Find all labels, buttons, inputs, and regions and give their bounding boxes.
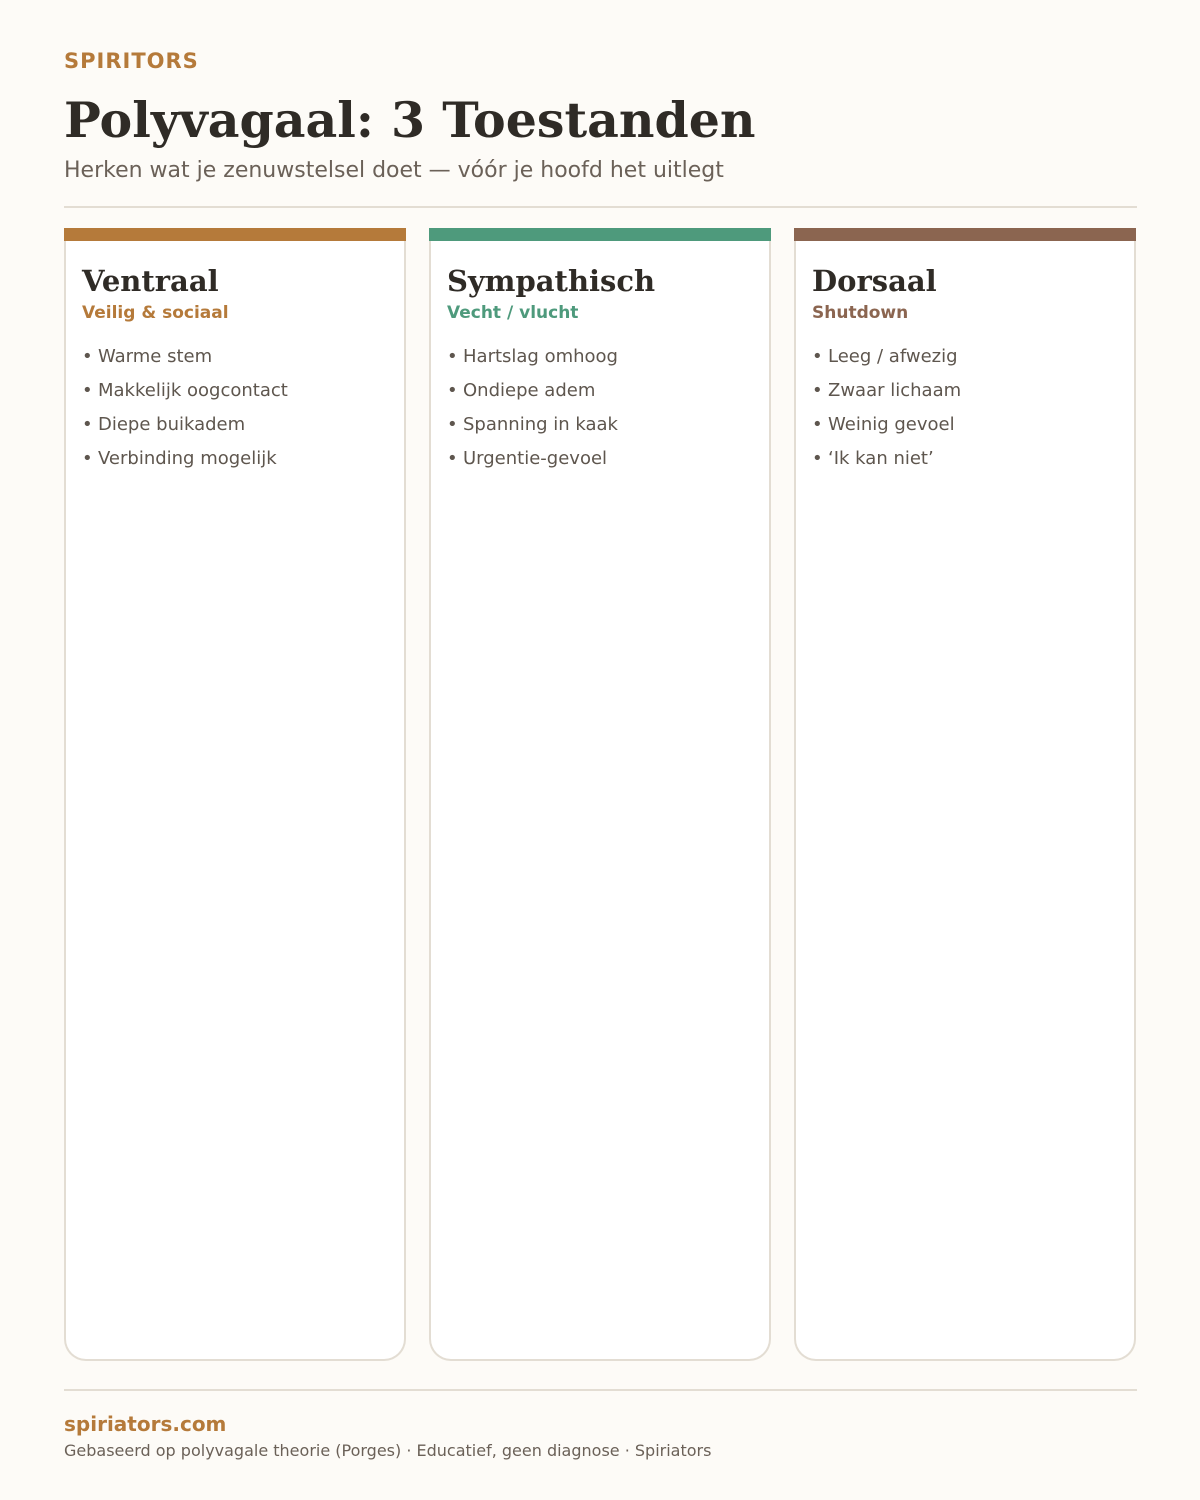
header-divider [64,206,1137,208]
footer-divider [64,1389,1137,1391]
list-item-text: Warme stem [98,346,213,367]
list-item-text: Urgentie-gevoel [463,448,608,469]
state-card-ventraal [64,228,406,1361]
list-item: • Urgentie-gevoel [447,448,608,469]
list-item: • ‘Ik kan niet’ [812,448,934,469]
list-item: • Spanning in kaak [447,414,618,435]
list-item: • Verbinding mogelijk [82,448,277,469]
card-accent-bar [429,228,771,241]
card-symptom-list [447,340,618,476]
list-item-text: Hartslag omhoog [463,346,618,367]
card-title: Sympathisch [447,264,656,298]
card-subtitle: Vecht / vlucht [447,303,579,323]
card-title: Dorsaal [812,264,937,298]
list-item: • Makkelijk oogcontact [82,380,288,401]
list-item: • Warme stem [82,346,213,367]
list-item-text: Zwaar lichaam [828,380,962,401]
footer-website-link[interactable]: spiriators.com [64,1412,227,1436]
card-symptom-list [82,340,288,476]
state-card-dorsaal [794,228,1136,1361]
list-item: • Diepe buikadem [82,414,246,435]
list-item-text: Verbinding mogelijk [98,448,277,469]
footer-disclaimer: Gebaseerd op polyvagale theorie (Porges) · Educatief, geen diagnose · Spiriators [64,1441,712,1460]
list-item-text: Leeg / afwezig [828,346,958,367]
list-item: • Leeg / afwezig [812,346,958,367]
card-symptom-list [812,340,961,476]
list-item-text: Weinig gevoel [828,414,955,435]
list-item-text: Spanning in kaak [463,414,618,435]
list-item: • Weinig gevoel [812,414,955,435]
list-item: • Zwaar lichaam [812,380,962,401]
list-item-text: Makkelijk oogcontact [98,380,288,401]
page-subtitle: Herken wat je zenuwstelsel doet — vóór je hoofd het uitlegt [64,158,724,183]
list-item-text: Diepe buikadem [98,414,246,435]
list-item-text: Ondiepe adem [463,380,596,401]
card-subtitle: Veilig & sociaal [82,303,229,323]
list-item: • Ondiepe adem [447,380,596,401]
list-item-text: ‘Ik kan niet’ [828,448,934,469]
card-accent-bar [794,228,1136,241]
list-item: • Hartslag omhoog [447,346,618,367]
state-card-sympathisch [429,228,771,1361]
brand-label: SPIRITORS [64,49,199,73]
card-accent-bar [64,228,406,241]
card-subtitle: Shutdown [812,303,909,323]
card-title: Ventraal [82,264,219,298]
page-title: Polyvagaal: 3 Toestanden [64,91,756,149]
